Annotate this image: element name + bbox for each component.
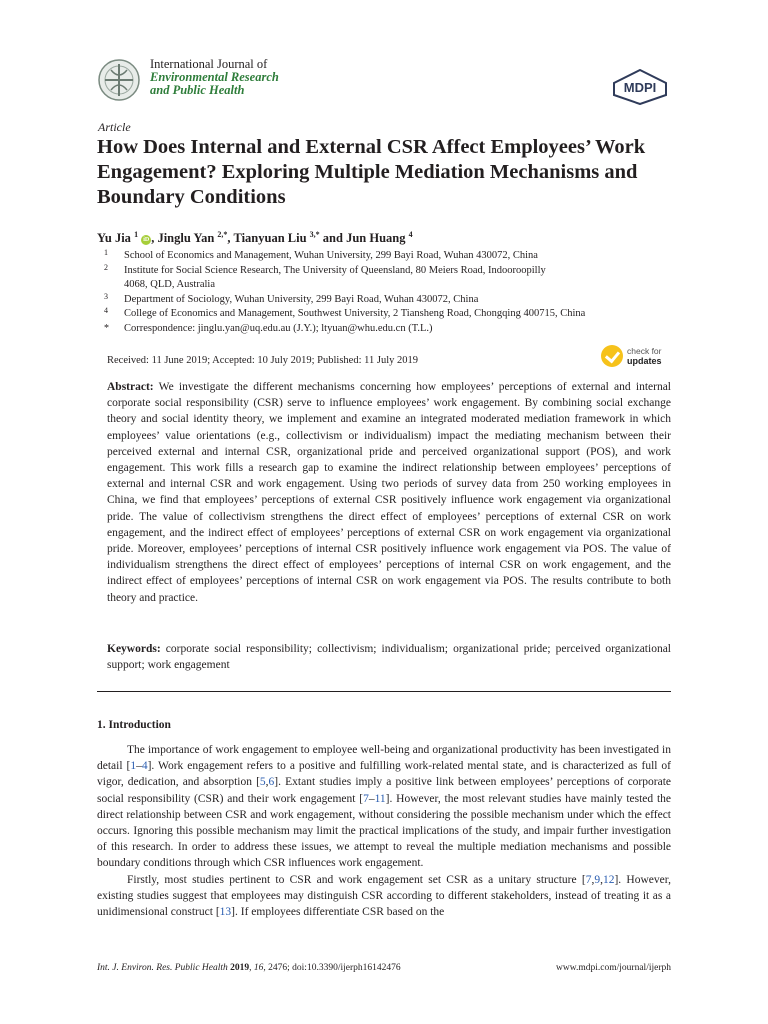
check-updates-label xyxy=(627,346,662,366)
paragraph-text: , xyxy=(265,776,269,789)
paragraph xyxy=(97,742,671,872)
affiliation-number: 2 xyxy=(104,262,108,272)
author-name: Tianyuan Liu xyxy=(233,231,307,246)
citation-link[interactable]: 5 xyxy=(259,776,266,789)
affiliation-item xyxy=(97,307,677,322)
paragraph-text: Firstly, most studies pertinent to CSR and work engagement set CSR as a unitary structure [ xyxy=(127,873,586,886)
affiliation-item xyxy=(97,264,677,293)
citation-link[interactable]: 4 xyxy=(141,760,148,773)
citation-link[interactable]: 6 xyxy=(268,776,275,789)
affiliation-text: Department of Sociology, Wuhan University, 299 Bayi Road, Wuhan 430072, China xyxy=(124,293,479,305)
paragraph-text: ]. If employees differentiate CSR based on the xyxy=(231,906,445,919)
check-updates-line1: check for xyxy=(627,346,662,356)
affiliation-text: College of Economics and Management, Southwest University, 2 Tiansheng Road, Chongqing 400715, China xyxy=(124,308,586,319)
author-name: Jinglu Yan xyxy=(157,231,215,246)
citation-link[interactable]: 11 xyxy=(374,792,386,805)
affiliation-item xyxy=(97,293,677,308)
citation-link[interactable]: 9 xyxy=(594,873,601,886)
citation-link[interactable]: 12 xyxy=(602,873,615,886)
footer-journal: Int. J. Environ. Res. Public Health xyxy=(97,963,228,973)
keywords-label: Keywords: xyxy=(107,643,161,655)
journal-logo-icon xyxy=(97,58,141,102)
paragraph-text: , xyxy=(591,873,595,886)
footer-volume: 16 xyxy=(253,963,264,973)
affiliation-item xyxy=(97,249,677,264)
paragraph-text: – xyxy=(368,792,375,805)
paragraph xyxy=(97,872,671,921)
author-affil-marker: 1 xyxy=(134,230,139,239)
paragraph-text: ]. Work engagement refers to a positive and fulfilling work-related mental state, and is characterized as full of vigor, dedication, and absorption [ xyxy=(97,760,671,789)
paragraph-text: , xyxy=(600,873,603,886)
affiliation-text: School of Economics and Management, Wuhan University, 299 Bayi Road, Wuhan 430072, China xyxy=(124,250,538,261)
body-text xyxy=(97,742,671,920)
paragraph-text: – xyxy=(136,760,142,773)
journal-name-line1: International Journal of xyxy=(150,57,268,71)
affiliation-number: 1 xyxy=(104,248,108,257)
author-affil-marker: 2,* xyxy=(217,230,228,239)
paper-title: How Does Internal and External CSR Affect Employees’ Work Engagement? Exploring Multiple Mediation Mechanisms and Boundary Conditions xyxy=(97,136,646,208)
orcid-icon[interactable]: iD xyxy=(143,237,150,244)
journal-name xyxy=(150,58,279,97)
abstract-text: We investigate the different mechanisms concerning how employees’ perceptions of external and internal corporate social responsibility (CSR) serve to influence employees’ work engagement. By combining social exchange theory and social identity theory, we implement and examine an integrated moderated mediation framework in which employees’ value orientations (e.g., collectivism or individualism) impact the mediating mechanism between their perceived external and internal CSR, organizational pride and perceived organizational support (POS), and work engagement. This work fills a research gap to examine the indirect relationship between employees’ perceptions of external and internal CSR and work engagement. Using two periods of survey data from 250 working employees in China, we find that employees’ perceptions of external CSR positively influence work engagement via organizational pride. The value of collectivism strengthens the direct effect of employees’ perceptions of external CSR on work engagement, and the indirect effect of employees’ perceptions of external CSR on work engagement via organizational pride. Moreover, employees’ perceptions of internal CSR positively influence work engagement via POS. The value of individualism strengthens the direct effect of employees’ perceptions of internal CSR on work engagement, and the indirect effect of employees’ perceptions of internal CSR on work engagement via POS. The results contribute to both theory and practice. xyxy=(107,381,671,604)
author-name: Yu Jia xyxy=(97,231,131,246)
citation-link[interactable]: 7 xyxy=(585,873,592,886)
footer-url[interactable]: www.mdpi.com/journal/ijerph xyxy=(556,963,671,973)
paragraph-text: ]. However, the most relevant studies have mainly tested the direct relationship between CSR and work engagement, without considering the possible mechanism under which the effect occurs. Ignoring this possible mechanism may limit the practical implications of the study, and impair further investigation of this research. In order to address these issues, we attempt to reveal the multiple mediation mechanisms and possible boundary conditions through which CSR influences work engagement. xyxy=(97,792,671,870)
section-divider xyxy=(97,691,671,692)
footer-year: 2019 xyxy=(230,963,250,973)
author-affil-marker: 4 xyxy=(408,230,413,239)
affiliations xyxy=(97,249,677,336)
mdpi-logo-icon xyxy=(612,69,668,105)
author-affil-marker: 3,* xyxy=(309,230,320,239)
keywords-text: corporate social responsibility; collectivism; individualism; organizational pride; perceived organizational support; work engagement xyxy=(107,643,671,672)
publication-dates: Received: 11 June 2019; Accepted: 10 July 2019; Published: 11 July 2019 xyxy=(107,355,418,366)
journal-name-line3: and Public Health xyxy=(150,83,245,97)
correspondence-item xyxy=(97,322,677,337)
footer-citation: Int. J. Environ. Res. Public Health 2019, 16, 2476; doi:10.3390/ijerph16142476 xyxy=(97,963,401,973)
paragraph-text: The importance of work engagement to employee well-being and organizational productivity has been investigated in detail [ xyxy=(97,744,671,773)
paragraph-text: ]. However, existing studies suggest that employees may distinguish CSR according to different stakeholders, instead of treating it as a unidimensional construct [ xyxy=(97,873,671,919)
footer-doi[interactable]: , 2476; doi:10.3390/ijerph16142476 xyxy=(263,963,401,973)
affiliation-number: 4 xyxy=(104,306,108,315)
paragraph-text: ]. Extant studies imply a positive link between employees’ perceptions of corporate social responsibility (CSR) and their work engagement [ xyxy=(97,776,671,805)
article-type: Article xyxy=(98,120,131,134)
check-updates-line2: updates xyxy=(627,356,662,366)
section-heading: 1. Introduction xyxy=(97,719,171,731)
correspondence-text[interactable]: Correspondence: jinglu.yan@uq.edu.au (J.Y.); ltyuan@whu.edu.cn (T.L.) xyxy=(124,322,433,334)
citation-link[interactable]: 7 xyxy=(363,792,369,805)
keywords xyxy=(107,641,671,673)
author-list: Yu Jia $^1$ iD , Jinglu Yan $^{2,*}$, Tianyuan Liu $^{3,*}$ and Jun Huang $^4$ xyxy=(97,230,413,246)
affiliation-number: * xyxy=(104,322,109,334)
journal-name-line2: Environmental Research xyxy=(150,70,279,84)
author-name: Jun Huang xyxy=(346,231,406,246)
affiliation-number: 3 xyxy=(104,291,108,301)
check-for-updates-button[interactable] xyxy=(601,344,671,370)
citation-link[interactable]: 13 xyxy=(219,906,232,919)
abstract xyxy=(107,379,671,606)
check-updates-icon xyxy=(601,345,623,367)
affiliation-text: Institute for Social Science Research, The University of Queensland, 80 Meiers Road, Indooroopilly 4068, QLD, Australia xyxy=(124,264,546,290)
publisher-logo-text: MDPI xyxy=(623,80,657,95)
citation-link[interactable]: 1 xyxy=(130,760,137,773)
abstract-label: Abstract: xyxy=(107,381,154,393)
